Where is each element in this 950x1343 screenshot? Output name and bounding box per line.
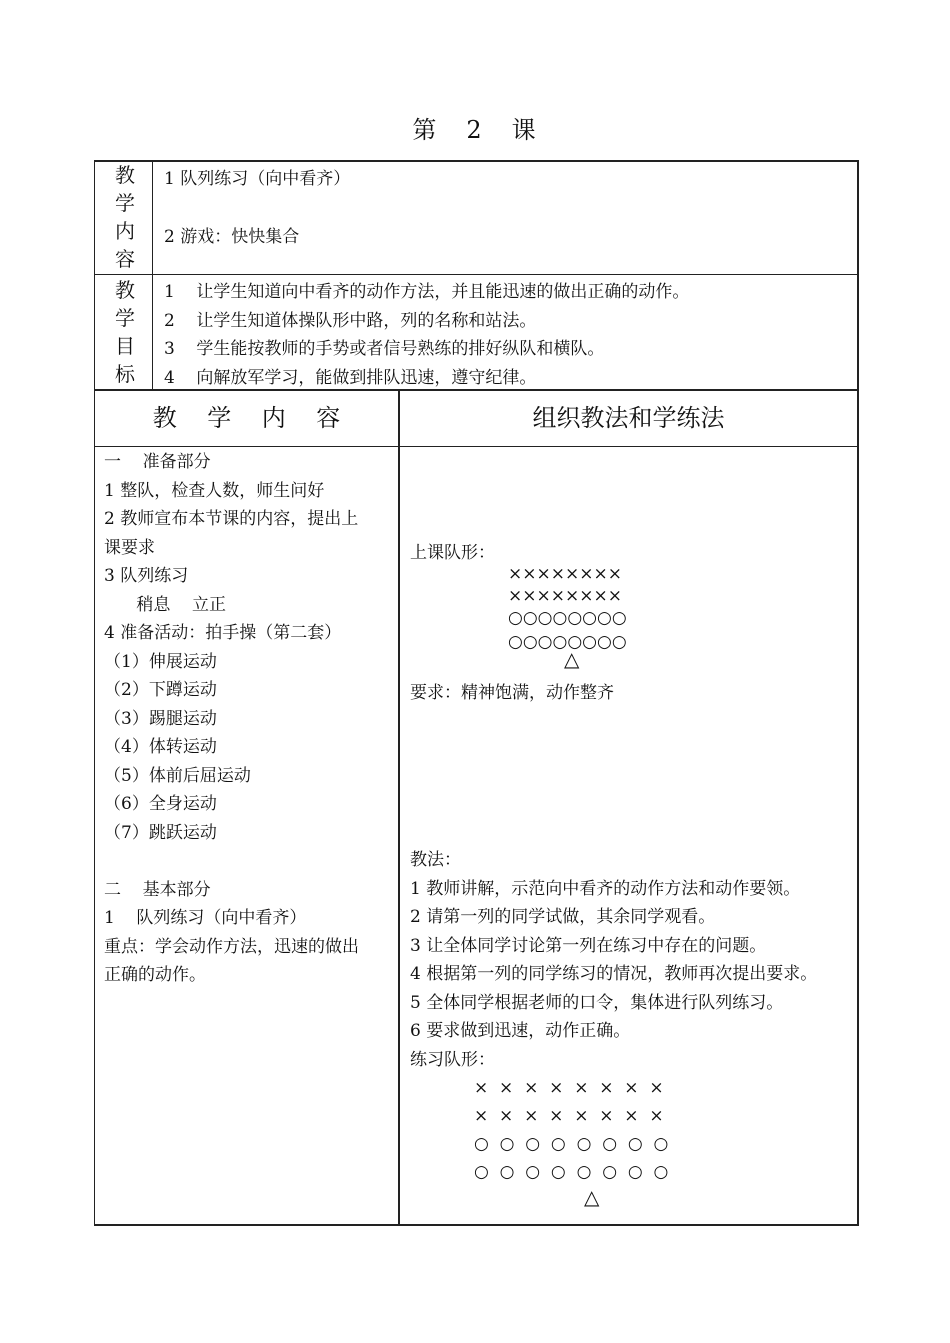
content-line: 正确的动作。 xyxy=(104,965,206,985)
content-line: 课要求 xyxy=(104,537,155,558)
section-heading: 二 基本部分 xyxy=(104,879,211,900)
right-column-header: 组织教法和学练法 xyxy=(532,404,725,432)
content-line: 1 队列练习（向中看齐） xyxy=(104,908,307,928)
method-step: 5 全体同学根据老师的口令，集体进行队列练习。 xyxy=(410,992,784,1013)
label-char: 标 xyxy=(115,362,135,386)
column-divider xyxy=(398,390,400,1225)
class-formation-diagram xyxy=(508,563,627,653)
goal-item: 1 让学生知道向中看齐的动作方法，并且能迅速的做出正确的动作。 xyxy=(164,282,690,302)
formation-row: ×××××××× xyxy=(508,586,622,606)
blank-line xyxy=(104,847,359,876)
exercise-item: （4）体转运动 xyxy=(104,737,217,757)
label-char: 目 xyxy=(115,334,135,358)
class-formation-label: 上课队形： xyxy=(410,543,495,563)
content-item: 2 游戏：快快集合 xyxy=(164,227,300,247)
method-step: 4 根据第一列的同学练习的情况，教师再次提出要求。 xyxy=(410,964,818,984)
left-column-content xyxy=(104,448,359,990)
exercise-item: （2）下蹲运动 xyxy=(104,680,217,700)
method-section xyxy=(410,846,817,1074)
exercise-item: （5）体前后屈运动 xyxy=(104,765,251,786)
exercise-item: （3）踢腿运动 xyxy=(104,708,217,729)
goal-item: 4 向解放军学习，能做到排队迅速，遵守纪律。 xyxy=(164,367,537,388)
formation-row: ○ ○ ○ ○ ○ ○ ○ ○ xyxy=(474,1134,669,1154)
title-char: 课 xyxy=(511,116,538,144)
practice-teacher-mark: △ xyxy=(584,1185,600,1209)
exercise-item: （7）跳跃运动 xyxy=(104,822,217,843)
formation-row: ○○○○○○○○ xyxy=(508,632,627,652)
table-border-bottom xyxy=(94,1224,859,1226)
label-char: 容 xyxy=(115,247,135,271)
exercise-item: （6）全身运动 xyxy=(104,794,217,814)
goal-item: 2 让学生知道体操队形中路，列的名称和站法。 xyxy=(164,310,537,331)
formation-row: ○○○○○○○○ xyxy=(508,608,627,628)
label-char: 教 xyxy=(115,278,135,302)
goal-item: 3 学生能按教师的手势或者信号熟练的排好纵队和横队。 xyxy=(164,339,605,359)
method-step: 3 让全体同学讨论第一列在练习中存在的问题。 xyxy=(410,935,767,956)
title-number: 2 xyxy=(466,116,484,144)
row-divider xyxy=(94,274,859,275)
practice-formation-label: 练习队形： xyxy=(410,1049,495,1070)
row-divider xyxy=(94,446,859,447)
content-line: 稍息 立正 xyxy=(104,594,227,615)
content-line: 重点：学会动作方法，迅速的做出 xyxy=(104,936,359,957)
table-border-right xyxy=(857,160,859,1226)
method-step: 6 要求做到迅速，动作正确。 xyxy=(410,1021,631,1041)
content-item: 1 队列练习（向中看齐） xyxy=(164,169,351,189)
method-step: 2 请第一列的同学试做，其余同学观看。 xyxy=(410,907,716,927)
goals-list xyxy=(164,278,689,392)
practice-formation-diagram xyxy=(474,1074,668,1186)
label-char: 教 xyxy=(115,163,135,187)
content-line: 1 整队，检查人数，师生问好 xyxy=(104,480,325,501)
formation-row: ○ ○ ○ ○ ○ ○ ○ ○ xyxy=(474,1162,669,1182)
formation-row: ×××××××× xyxy=(508,564,622,584)
lesson-title xyxy=(0,110,950,145)
method-label: 教法： xyxy=(410,850,461,870)
label-char: 学 xyxy=(115,191,135,215)
table-border-top xyxy=(94,160,859,162)
goals-section-label xyxy=(96,276,154,388)
formation-row: × × × × × × × × xyxy=(474,1078,664,1098)
section-heading: 一 准备部分 xyxy=(104,452,211,472)
label-char: 学 xyxy=(115,306,135,330)
teacher-mark: △ xyxy=(564,647,580,671)
content-line: 4 准备活动：拍手操（第二套） xyxy=(104,623,342,643)
label-char: 内 xyxy=(115,219,135,243)
title-char: 第 xyxy=(412,116,439,144)
exercise-item: （1）伸展运动 xyxy=(104,651,217,672)
table-border-left xyxy=(94,160,95,1226)
formation-row: × × × × × × × × xyxy=(474,1106,664,1126)
content-line: 3 队列练习 xyxy=(104,566,189,586)
method-step: 1 教师讲解，示范向中看齐的动作方法和动作要领。 xyxy=(410,878,801,899)
requirement-text: 要求：精神饱满，动作整齐 xyxy=(410,683,614,703)
left-column-header: 教 学 内 容 xyxy=(152,404,341,432)
content-line: 2 教师宣布本节课的内容，提出上 xyxy=(104,509,359,529)
content-section-label xyxy=(96,161,154,273)
